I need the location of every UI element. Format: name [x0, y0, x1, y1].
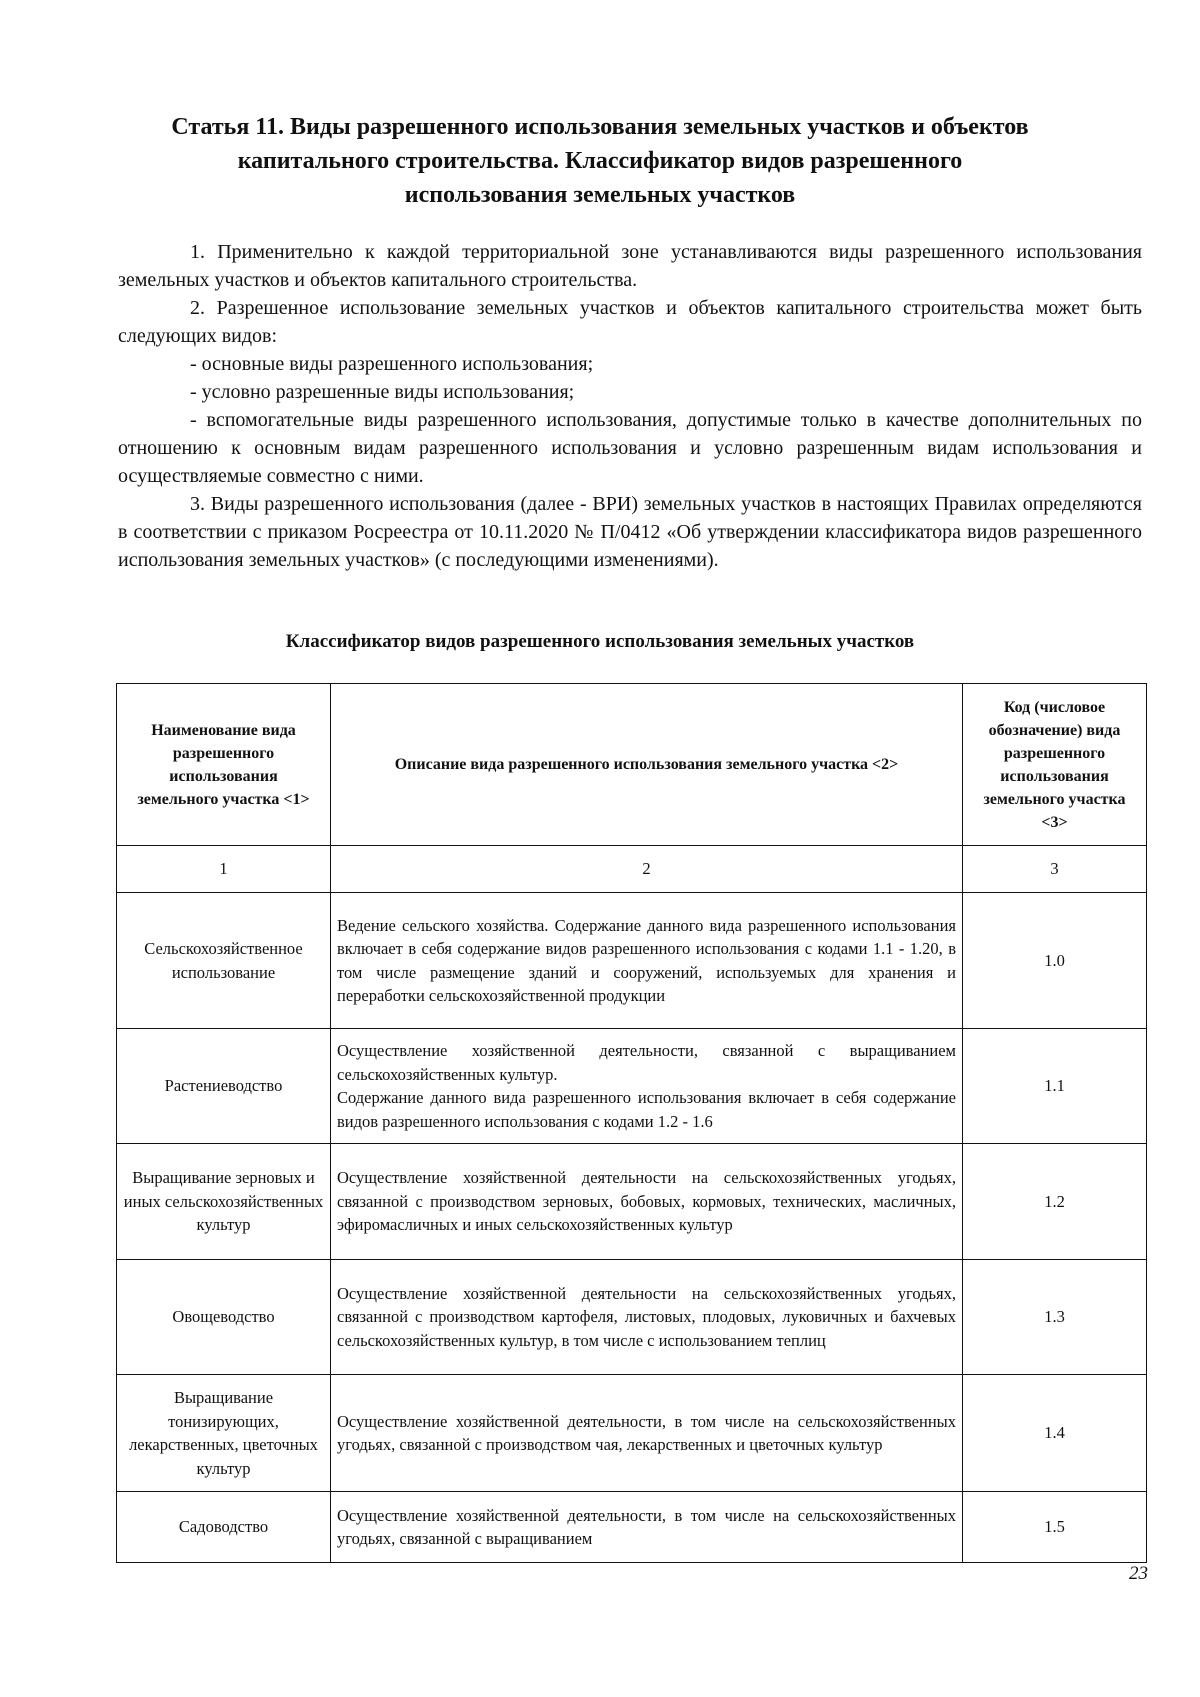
- title-line: капитального строительства. Классификатор видов разрешенного: [237, 148, 963, 174]
- vri-description: [331, 1492, 963, 1563]
- list-item-conditional: - условно разрешенные виды использования;: [190, 381, 575, 403]
- table-row: [117, 1029, 1147, 1144]
- column-number: 1: [117, 846, 331, 893]
- paragraph-2: 2. Разрешенное использование земельных участков и объектов капитального строительства может быть следующих видов:: [118, 297, 1142, 347]
- paragraph-3: 3. Виды разрешенного использования (далее - ВРИ) земельных участков в настоящих Правилах определяются в соответствии с приказом Росреестра от 10.11.2020 № П/0412 «Об утверждении классификатора видов разрешенного использования земельных участков» (с последующими изменениями).: [118, 493, 1142, 571]
- description-text: Ведение сельского хозяйства. Содержание данного вида разрешенного использования включает в себя содержание видов разрешенного использования с кодами 1.1 - 1.20, в том числе размещение зданий и сооружений, используемых для хранения и переработки сельскохозяйственной продукции: [337, 915, 956, 1005]
- description-text: Осуществление хозяйственной деятельности, связанной с выращиванием сельскохозяйственных культур.: [337, 1041, 956, 1084]
- vri-description: [331, 1144, 963, 1260]
- table-row: [117, 1375, 1147, 1492]
- vri-description: [331, 1375, 963, 1492]
- table-row: [117, 1260, 1147, 1375]
- table-header-row: [117, 684, 1147, 846]
- list-item-auxiliary: - вспомогательные виды разрешенного использования, допустимые только в качестве дополнительных по отношению к основным видам разрешенного использования и условно разрешенным видам использования и осуществляемые совместно с ними.: [118, 409, 1142, 487]
- article-title: [100, 110, 1100, 212]
- header-name: Наименование вида разрешенного использования земельного участка <1>: [117, 684, 331, 846]
- description-text: Осуществление хозяйственной деятельности на сельскохозяйственных угодьях, связанной с производством картофеля, листовых, плодовых, луковичных и бахчевых сельскохозяйственных культур, в том числе с использованием теплиц: [337, 1283, 956, 1350]
- vri-code: 1.1: [963, 1029, 1147, 1144]
- list-item-main: - основные виды разрешенного использования;: [190, 353, 594, 375]
- vri-code: 1.3: [963, 1260, 1147, 1375]
- title-line: Статья 11. Виды разрешенного использования земельных участков и объектов: [171, 114, 1029, 140]
- table-row: [117, 1492, 1147, 1563]
- description-text: Осуществление хозяйственной деятельности, в том числе на сельскохозяйственных угодьях, связанной с выращиванием: [337, 1505, 956, 1548]
- table-row: [117, 893, 1147, 1029]
- vri-code: 1.4: [963, 1375, 1147, 1492]
- description-text: Содержание данного вида разрешенного использования включает в себя содержание видов разрешенного использования с кодами 1.2 - 1.6: [337, 1088, 956, 1131]
- description-text: Осуществление хозяйственной деятельности на сельскохозяйственных угодьях, связанной с производством зерновых, бобовых, кормовых, технических, масличных, эфиромасличных и иных сельскохозяйственных культур: [337, 1168, 956, 1235]
- vri-name: Овощеводство: [117, 1260, 331, 1375]
- vri-code: 1.2: [963, 1144, 1147, 1260]
- vri-name: Выращивание тонизирующих, лекарственных, цветочных культур: [117, 1375, 331, 1492]
- vri-code: 1.0: [963, 893, 1147, 1029]
- body-text: [118, 238, 1142, 574]
- table-row: [117, 1144, 1147, 1260]
- vri-description: [331, 1260, 963, 1375]
- table-caption: Классификатор видов разрешенного использования земельных участков: [285, 631, 915, 652]
- title-line: использования земельных участков: [404, 182, 796, 208]
- vri-description: [331, 893, 963, 1029]
- column-number: 3: [963, 846, 1147, 893]
- vri-name: Сельскохозяйственное использование: [117, 893, 331, 1029]
- vri-name: Растениеводство: [117, 1029, 331, 1144]
- column-number: 2: [331, 846, 963, 893]
- page-number: 23: [1129, 1563, 1148, 1584]
- classifier-table: [116, 683, 1147, 1563]
- vri-name: Садоводство: [117, 1492, 331, 1563]
- header-description: Описание вида разрешенного использования земельного участка <2>: [331, 684, 963, 846]
- header-code: Код (числовое обозначение) вида разрешенного использования земельного участка <3>: [963, 684, 1147, 846]
- column-number-row: [117, 846, 1147, 893]
- description-text: Осуществление хозяйственной деятельности, в том числе на сельскохозяйственных угодьях, связанной с производством чая, лекарственных и цветочных культур: [337, 1411, 956, 1454]
- vri-code: 1.5: [963, 1492, 1147, 1563]
- vri-description: [331, 1029, 963, 1144]
- paragraph-1: 1. Применительно к каждой территориальной зоне устанавливаются виды разрешенного использования земельных участков и объектов капитального строительства.: [118, 241, 1142, 291]
- vri-name: Выращивание зерновых и иных сельскохозяйственных культур: [117, 1144, 331, 1260]
